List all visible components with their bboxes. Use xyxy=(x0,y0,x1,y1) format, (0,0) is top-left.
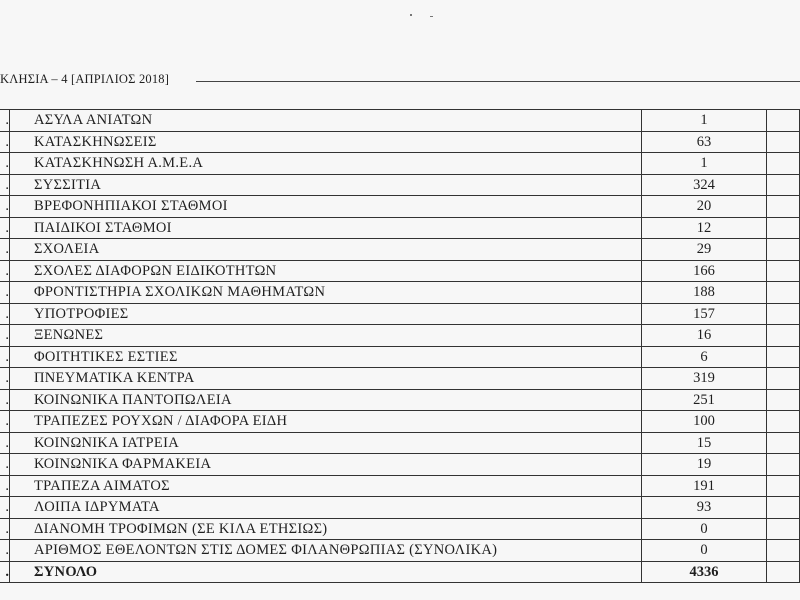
row-spacer xyxy=(767,389,800,411)
row-value: 166 xyxy=(642,260,767,282)
table-row xyxy=(0,389,800,411)
row-label: ΤΡΑΠΕΖΕΣ ΡΟΥΧΩΝ / ΔΙΑΦΟΡΑ ΕΙΔΗ xyxy=(10,411,642,433)
row-marker: . xyxy=(0,325,10,347)
table-row xyxy=(0,131,800,153)
row-label: ΔΙΑΝΟΜΗ ΤΡΟΦΙΜΩΝ (ΣΕ ΚΙΛΑ ΕΤΗΣΙΩΣ) xyxy=(10,518,642,540)
header-title: ΚΛΗΣΙΑ – 4 [ΑΠΡΙΛΙΟΣ 2018] xyxy=(0,72,173,87)
row-value: 20 xyxy=(642,196,767,218)
total-label: ΣΥΝΟΛΟ xyxy=(10,561,642,583)
row-spacer xyxy=(767,303,800,325)
row-marker: . xyxy=(0,110,10,132)
row-value: 19 xyxy=(642,454,767,476)
row-marker: . xyxy=(0,497,10,519)
row-label: ΠΑΙΔΙΚΟΙ ΣΤΑΘΜΟΙ xyxy=(10,217,642,239)
total-value: 4336 xyxy=(642,561,767,583)
table-row xyxy=(0,153,800,175)
row-marker: . xyxy=(0,346,10,368)
row-label: ΑΡΙΘΜΟΣ ΕΘΕΛΟΝΤΩΝ ΣΤΙΣ ΔΟΜΕΣ ΦΙΛΑΝΘΡΩΠΙΑΣ (ΣΥΝΟΛΙΚΑ) xyxy=(10,540,642,562)
row-spacer xyxy=(767,282,800,304)
records-table-body xyxy=(0,110,800,583)
row-marker: . xyxy=(0,131,10,153)
records-table xyxy=(0,109,800,583)
row-value: 0 xyxy=(642,518,767,540)
row-label: ΥΠΟΤΡΟΦΙΕΣ xyxy=(10,303,642,325)
row-spacer xyxy=(767,325,800,347)
row-spacer xyxy=(767,239,800,261)
table-row xyxy=(0,518,800,540)
table-row xyxy=(0,368,800,390)
row-value: 324 xyxy=(642,174,767,196)
table-row xyxy=(0,497,800,519)
table-row xyxy=(0,282,800,304)
row-marker: . xyxy=(0,174,10,196)
row-marker: . xyxy=(0,454,10,476)
row-label: ΚΑΤΑΣΚΗΝΩΣΗ Α.Μ.Ε.Α xyxy=(10,153,642,175)
row-spacer xyxy=(767,454,800,476)
scan-speck xyxy=(410,14,412,16)
table-row xyxy=(0,174,800,196)
row-label: ΣΧΟΛΕΙΑ xyxy=(10,239,642,261)
row-marker: . xyxy=(0,196,10,218)
row-label: ΒΡΕΦΟΝΗΠΙΑΚΟΙ ΣΤΑΘΜΟΙ xyxy=(10,196,642,218)
row-label: ΦΟΙΤΗΤΙΚΕΣ ΕΣΤΙΕΣ xyxy=(10,346,642,368)
table-row xyxy=(0,260,800,282)
table-row xyxy=(0,196,800,218)
row-value: 6 xyxy=(642,346,767,368)
row-spacer xyxy=(767,110,800,132)
row-spacer xyxy=(767,475,800,497)
row-label: ΑΣΥΛΑ ΑΝΙΑΤΩΝ xyxy=(10,110,642,132)
row-marker: . xyxy=(0,153,10,175)
row-marker: . xyxy=(0,389,10,411)
row-marker: . xyxy=(0,303,10,325)
row-value: 251 xyxy=(642,389,767,411)
row-label: ΣΧΟΛΕΣ ΔΙΑΦΟΡΩΝ ΕΙΔΙΚΟΤΗΤΩΝ xyxy=(10,260,642,282)
row-spacer xyxy=(767,518,800,540)
total-spacer xyxy=(767,561,800,583)
row-spacer xyxy=(767,411,800,433)
total-marker: . xyxy=(0,561,10,583)
row-spacer xyxy=(767,497,800,519)
row-label: ΦΡΟΝΤΙΣΤΗΡΙΑ ΣΧΟΛΙΚΩΝ ΜΑΘΗΜΑΤΩΝ xyxy=(10,282,642,304)
row-value: 1 xyxy=(642,110,767,132)
row-label: ΚΟΙΝΩΝΙΚΑ ΙΑΤΡΕΙΑ xyxy=(10,432,642,454)
row-marker: . xyxy=(0,540,10,562)
table-row xyxy=(0,432,800,454)
total-row xyxy=(0,561,800,583)
table-row xyxy=(0,303,800,325)
table-row xyxy=(0,217,800,239)
row-marker: . xyxy=(0,282,10,304)
row-value: 191 xyxy=(642,475,767,497)
table-row xyxy=(0,346,800,368)
table-row xyxy=(0,239,800,261)
row-spacer xyxy=(767,131,800,153)
table-row xyxy=(0,454,800,476)
row-marker: . xyxy=(0,239,10,261)
row-value: 319 xyxy=(642,368,767,390)
row-label: ΣΥΣΣΙΤΙΑ xyxy=(10,174,642,196)
row-label: ΠΝΕΥΜΑΤΙΚΑ ΚΕΝΤΡΑ xyxy=(10,368,642,390)
row-value: 157 xyxy=(642,303,767,325)
row-spacer xyxy=(767,368,800,390)
table-row xyxy=(0,475,800,497)
row-spacer xyxy=(767,260,800,282)
header-rule xyxy=(196,81,800,82)
table-row xyxy=(0,325,800,347)
row-value: 188 xyxy=(642,282,767,304)
row-spacer xyxy=(767,153,800,175)
row-value: 63 xyxy=(642,131,767,153)
table-row xyxy=(0,411,800,433)
row-label: ΚΟΙΝΩΝΙΚΑ ΦΑΡΜΑΚΕΙΑ xyxy=(10,454,642,476)
row-spacer xyxy=(767,217,800,239)
row-marker: . xyxy=(0,368,10,390)
row-spacer xyxy=(767,196,800,218)
row-value: 12 xyxy=(642,217,767,239)
row-value: 93 xyxy=(642,497,767,519)
row-marker: . xyxy=(0,260,10,282)
row-spacer xyxy=(767,174,800,196)
row-spacer xyxy=(767,540,800,562)
row-value: 1 xyxy=(642,153,767,175)
row-label: ΚΟΙΝΩΝΙΚΑ ΠΑΝΤΟΠΩΛΕΙΑ xyxy=(10,389,642,411)
document-header xyxy=(0,70,800,90)
table-row xyxy=(0,110,800,132)
row-value: 29 xyxy=(642,239,767,261)
row-value: 100 xyxy=(642,411,767,433)
row-label: ΛΟΙΠΑ ΙΔΡΥΜΑΤΑ xyxy=(10,497,642,519)
row-label: ΞΕΝΩΝΕΣ xyxy=(10,325,642,347)
row-marker: . xyxy=(0,217,10,239)
table-row xyxy=(0,540,800,562)
row-value: 16 xyxy=(642,325,767,347)
row-spacer xyxy=(767,432,800,454)
row-marker: . xyxy=(0,411,10,433)
row-marker: . xyxy=(0,475,10,497)
row-marker: . xyxy=(0,432,10,454)
row-value: 15 xyxy=(642,432,767,454)
row-marker: . xyxy=(0,518,10,540)
row-label: ΤΡΑΠΕΖΑ ΑΙΜΑΤΟΣ xyxy=(10,475,642,497)
row-label: ΚΑΤΑΣΚΗΝΩΣΕΙΣ xyxy=(10,131,642,153)
row-value: 0 xyxy=(642,540,767,562)
row-spacer xyxy=(767,346,800,368)
scan-speck xyxy=(430,16,433,17)
